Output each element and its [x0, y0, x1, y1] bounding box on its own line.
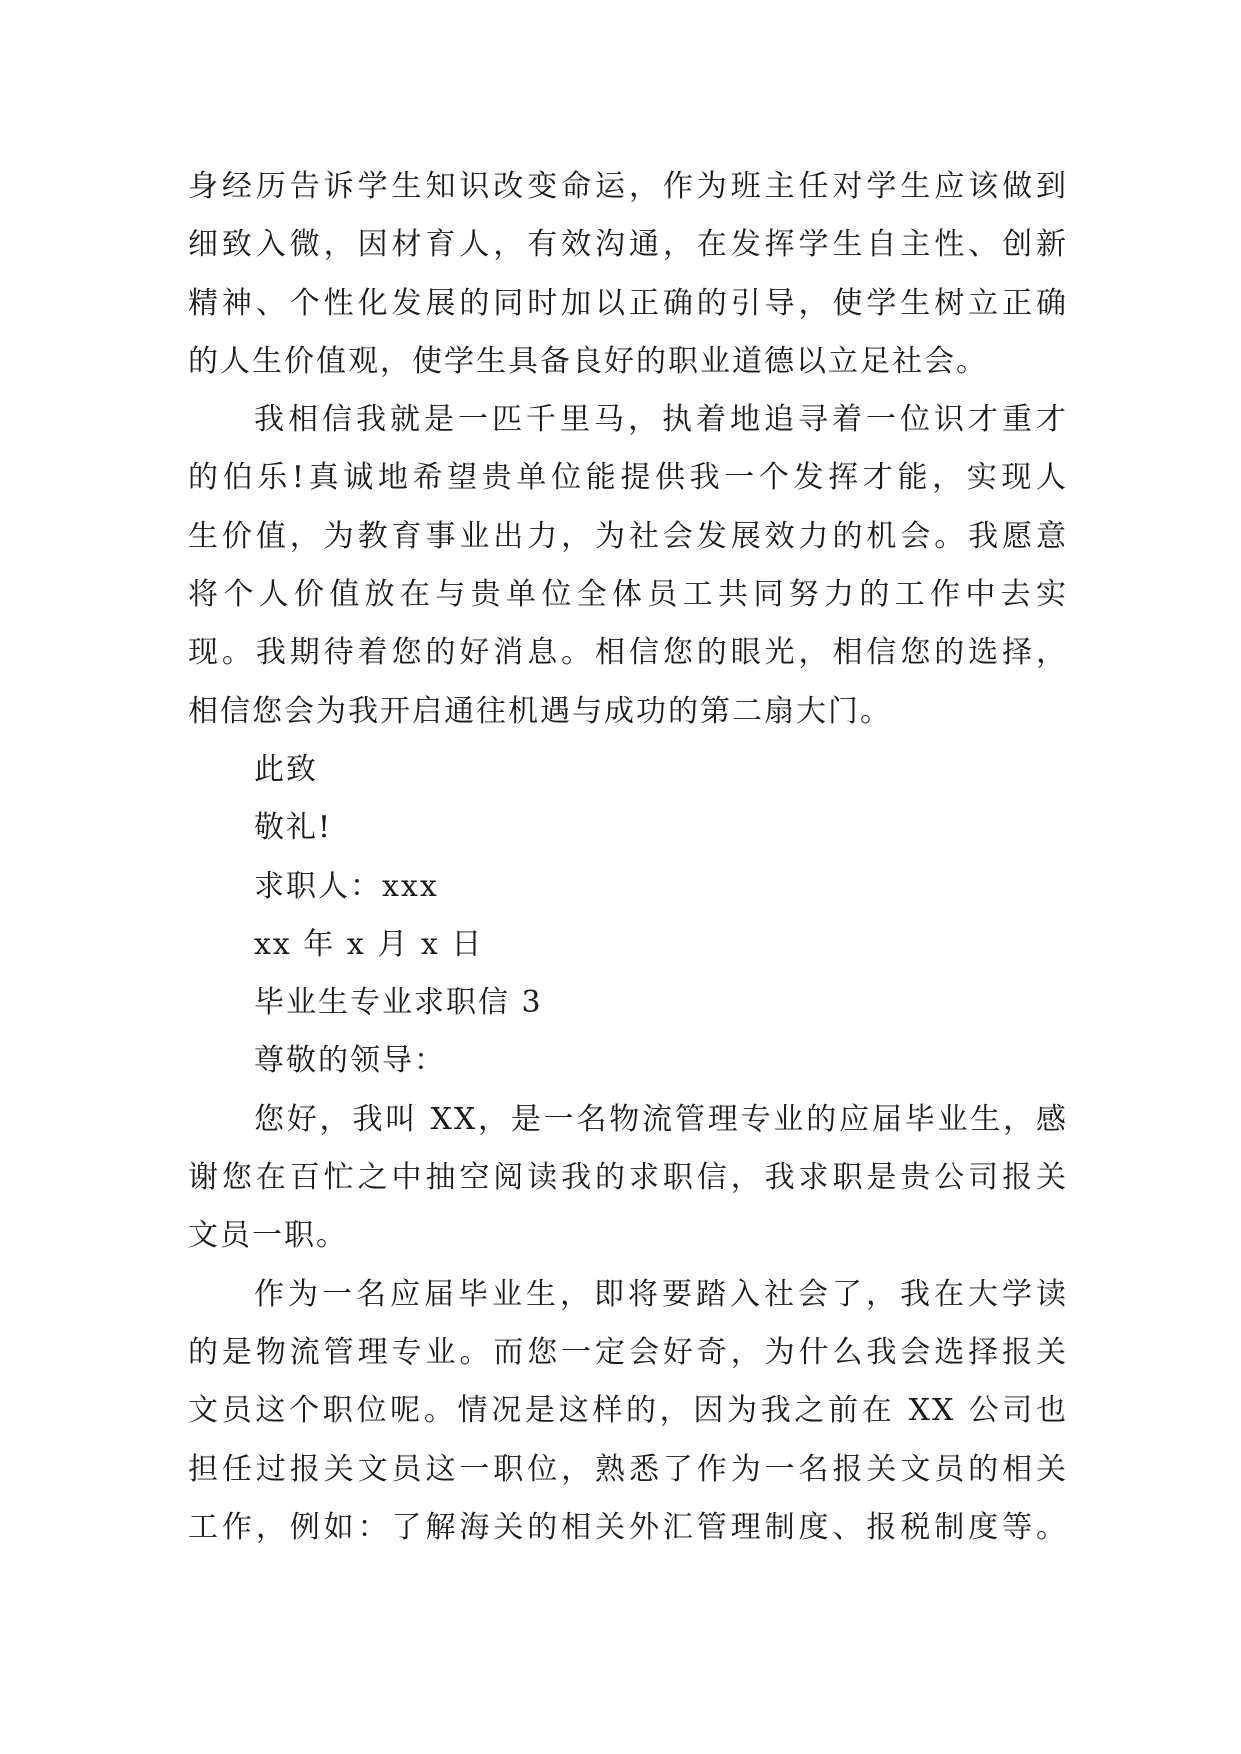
signature-line: 求职人：xxx — [254, 868, 439, 904]
text-line: 工作，例如：了解海关的相关外汇管理制度、报税制度等。 — [188, 1509, 1068, 1545]
text-line: 现。我期待着您的好消息。相信您的眼光，相信您的选择， — [188, 635, 1068, 671]
text-line: 的人生价值观，使学生具备良好的职业道德以立足社会。 — [188, 343, 988, 379]
text-line: 身经历告诉学生知识改变命运，作为班主任对学生应该做到 — [188, 169, 1068, 204]
text-line: 文员一职。 — [188, 1218, 348, 1254]
text-line: 您好，我叫 XX，是一名物流管理专业的应届毕业生，感 — [254, 1101, 1068, 1137]
text-line: 将个人价值放在与贵单位全体员工共同努力的工作中去实 — [188, 577, 1068, 613]
date-line: xx 年 x 月 x 日 — [254, 926, 484, 962]
letter-heading: 毕业生专业求职信 3 — [254, 985, 543, 1021]
text-line: 的伯乐!真诚地希望贵单位能提供我一个发挥才能，实现人 — [188, 460, 1068, 496]
text-line: 的是物流管理专业。而您一定会好奇，为什么我会选择报关 — [188, 1334, 1068, 1370]
text-line: 相信您会为我开启通往机遇与成功的第二扇大门。 — [188, 693, 892, 729]
greeting: 尊敬的领导： — [254, 1043, 446, 1079]
text-line: 生价值，为教育事业出力，为社会发展效力的机会。我愿意 — [188, 518, 1068, 554]
closing-regards: 敬礼! — [254, 810, 333, 846]
text-line: 作为一名应届毕业生，即将要踏入社会了，我在大学读 — [254, 1276, 1068, 1312]
text-line: 精神、个性化发展的同时加以正确的引导，使学生树立正确 — [188, 285, 1068, 321]
text-line: 我相信我就是一匹千里马，执着地追寻着一位识才重才 — [254, 402, 1068, 438]
closing-salutation: 此致 — [254, 751, 318, 787]
text-line: 细致入微，因材育人，有效沟通，在发挥学生自主性、创新 — [188, 227, 1068, 263]
text-line: 担任过报关文员这一职位，熟悉了作为一名报关文员的相关 — [188, 1451, 1068, 1487]
text-line: 谢您在百忙之中抽空阅读我的求职信，我求职是贵公司报关 — [188, 1160, 1068, 1196]
text-line: 文员这个职位呢。情况是这样的，因为我之前在 XX 公司也 — [188, 1393, 1068, 1429]
letter-body — [188, 158, 1068, 1557]
